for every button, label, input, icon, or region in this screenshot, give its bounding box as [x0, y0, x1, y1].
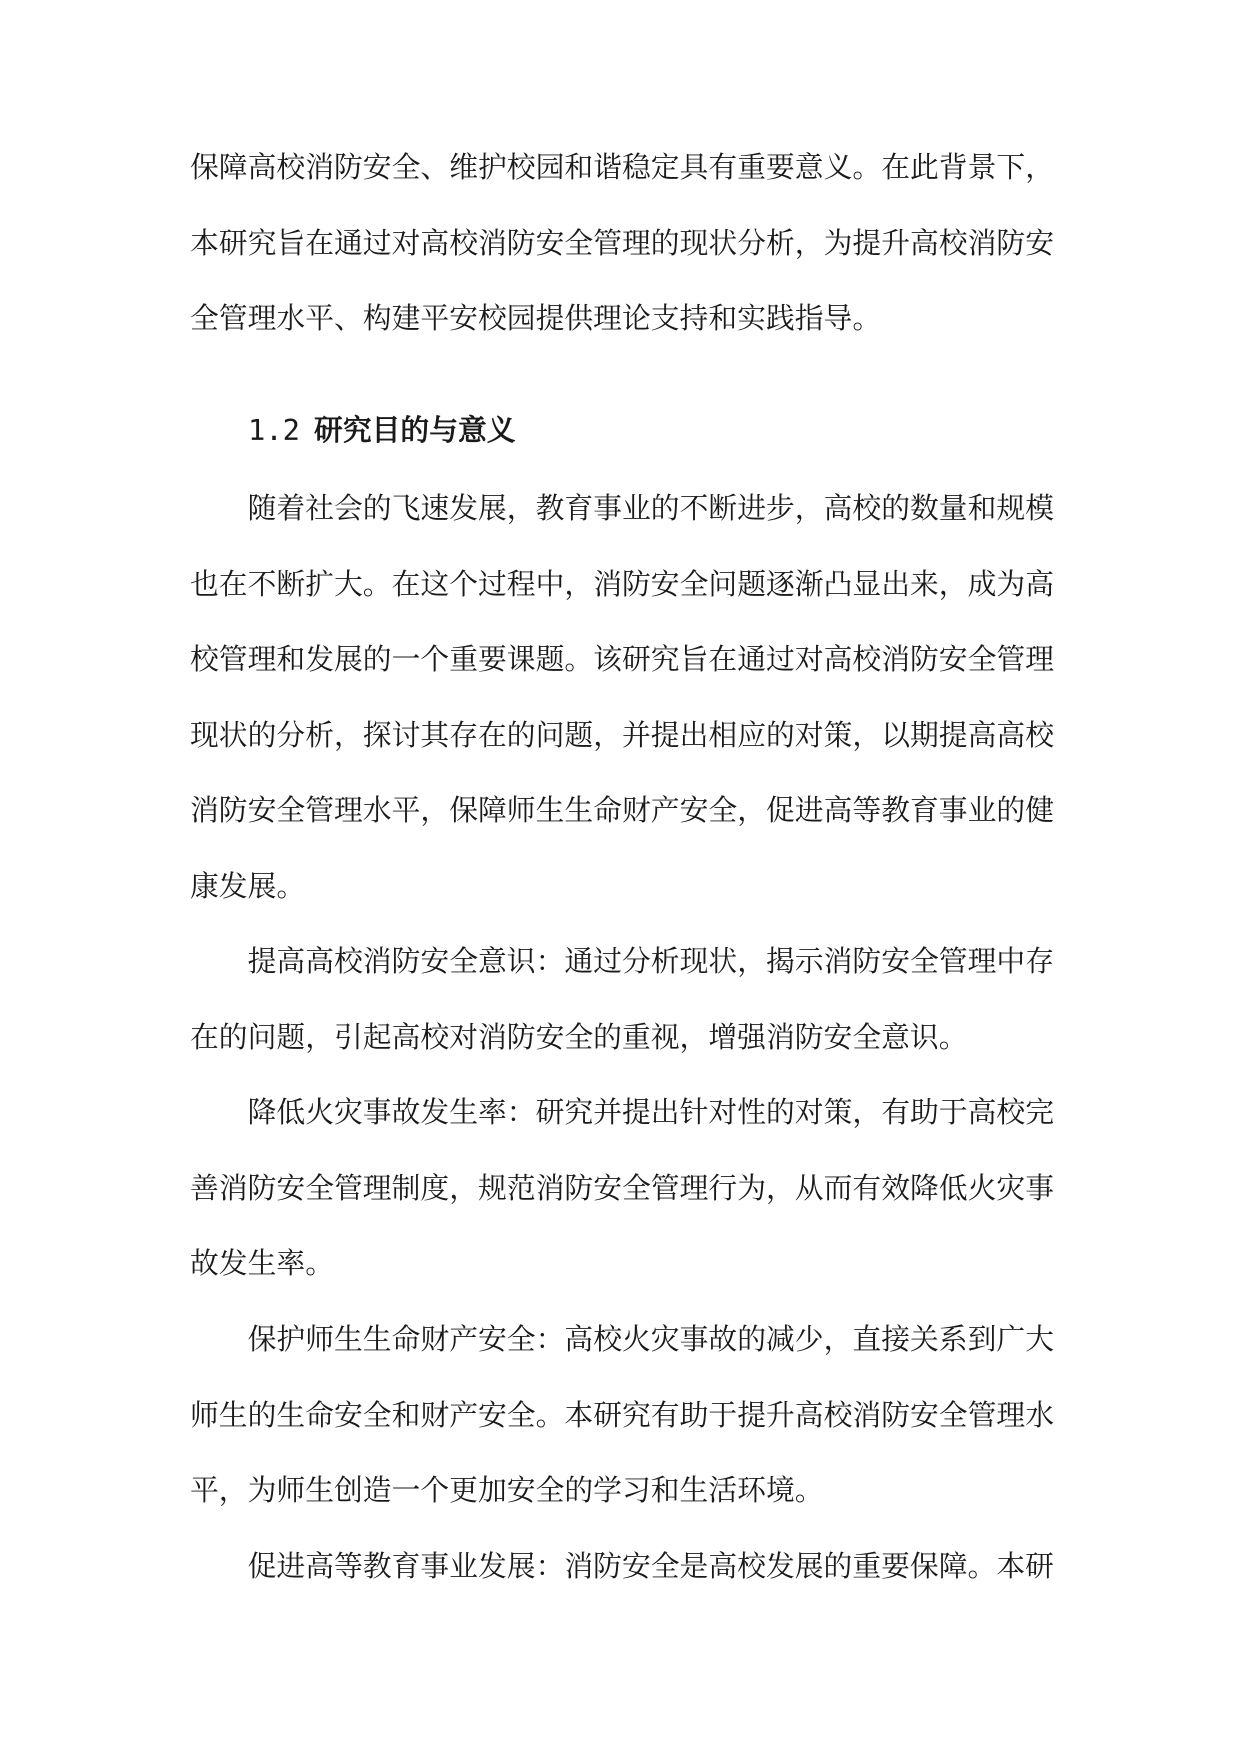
body-paragraph-block-3 — [190, 1075, 1054, 1302]
section-title: 研究目的与意义 — [314, 413, 516, 447]
body-paragraph: 随着社会的飞速发展，教育事业的不断进步，高校的数量和规模也在不断扩大。在这个过程中，消防安全问题逐渐凸显出来，成为高校管理和发展的一个重要课题。该研究旨在通过对高校消防安全管理现状的分析，探讨其存在的问题，并提出相应的对策，以期提高高校消防安全管理水平，保障师生生命财产安全，促进高等教育事业的健康发展。 — [190, 491, 1054, 903]
body-paragraph-block-1 — [190, 471, 1054, 924]
body-paragraph-block-4 — [190, 1302, 1054, 1529]
body-paragraph: 促进高等教育事业发展：消防安全是高校发展的重要保障。本研 — [247, 1549, 1054, 1583]
body-paragraph-block-5 — [190, 1529, 1054, 1605]
body-paragraph-block-2 — [190, 924, 1054, 1075]
intro-paragraph: 保障高校消防安全、维护校园和谐稳定具有重要意义。在此背景下，本研究旨在通过对高校消防安全管理的现状分析，为提升高校消防安全管理水平、构建平安校园提供理论支持和实践指导。 — [190, 150, 1054, 335]
body-paragraph: 提高高校消防安全意识：通过分析现状，揭示消防安全管理中存在的问题，引起高校对消防安全的重视，增强消防安全意识。 — [190, 944, 1054, 1054]
intro-paragraph-block — [190, 130, 1054, 357]
section-heading — [248, 402, 516, 458]
body-paragraph: 保护师生生命财产安全：高校火灾事故的减少，直接关系到广大师生的生命安全和财产安全。本研究有助于提升高校消防安全管理水平，为师生创造一个更加安全的学习和生活环境。 — [190, 1322, 1054, 1507]
body-paragraph: 降低火灾事故发生率：研究并提出针对性的对策，有助于高校完善消防安全管理制度，规范消防安全管理行为，从而有效降低火灾事故发生率。 — [190, 1095, 1054, 1280]
section-number: 1.2 — [248, 413, 301, 447]
